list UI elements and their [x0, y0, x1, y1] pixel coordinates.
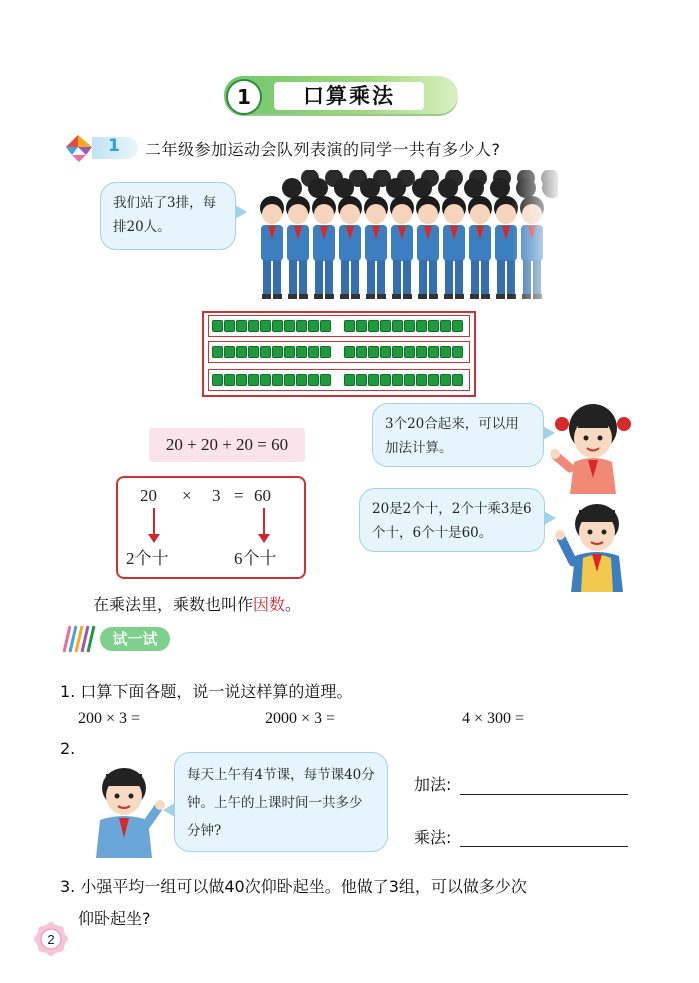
times-sign: ×	[182, 486, 192, 505]
unit-cube	[236, 374, 247, 386]
unit-cube	[248, 374, 259, 386]
cube-row	[208, 315, 470, 337]
unit-cube	[428, 320, 439, 332]
cube-row	[208, 341, 470, 363]
unit-cube	[272, 374, 283, 386]
unit-cube	[260, 374, 271, 386]
calc-item-1: 200 × 3 =	[78, 710, 141, 727]
unit-cube	[296, 320, 307, 332]
unit-cube	[356, 320, 367, 332]
factor-one: 20	[140, 486, 157, 505]
unit-cube	[212, 320, 223, 332]
note-suffix: 。	[285, 595, 302, 614]
page-number-badge	[34, 922, 68, 956]
unit-cube	[428, 346, 439, 358]
unit-cube	[284, 320, 295, 332]
unit-cube	[308, 374, 319, 386]
equals-sign: =	[234, 486, 244, 505]
unit-cube	[260, 320, 271, 332]
students-speech-bubble: 我们站了3排，每排20人。	[100, 182, 236, 250]
down-arrow-icon	[254, 508, 274, 544]
lesson-time-speech-bubble: 每天上午有4节课，每节课40分钟。上午的上课时间一共多少分钟?	[174, 752, 388, 852]
unit-cube	[260, 346, 271, 358]
multiplication-box	[116, 476, 306, 579]
ten-cube-group	[344, 374, 466, 386]
lesson-number: 1	[226, 79, 262, 115]
unit-cube	[248, 320, 259, 332]
ten-cube-group	[344, 346, 466, 358]
multiplication-label: 乘法:	[414, 828, 452, 847]
unit-cube	[452, 320, 463, 332]
factor-definition-note	[93, 592, 301, 615]
ten-cube-group	[344, 320, 466, 332]
unit-cube	[368, 374, 379, 386]
unit-cube	[308, 346, 319, 358]
ten-cube-group	[212, 374, 334, 386]
unit-cube	[440, 320, 451, 332]
unit-cube	[380, 374, 391, 386]
note-prefix: 在乘法里，乘数也叫作	[93, 595, 254, 614]
example-question: 二年级参加运动会队列表演的同学一共有多少人?	[145, 140, 501, 159]
boy-illustration	[551, 498, 641, 592]
cube-row	[208, 369, 470, 391]
calc-item-2: 2000 × 3 =	[265, 710, 336, 727]
unit-cube	[236, 320, 247, 332]
unit-cube	[344, 346, 355, 358]
students-formation-illustration	[250, 170, 558, 305]
six-tens-note: 6个十	[234, 549, 277, 568]
unit-cube	[224, 346, 235, 358]
page-number: 2	[47, 932, 55, 947]
unit-cube	[344, 374, 355, 386]
unit-cube	[212, 374, 223, 386]
unit-cube	[248, 346, 259, 358]
product: 60	[254, 486, 271, 505]
unit-cube	[284, 374, 295, 386]
unit-cube	[296, 346, 307, 358]
unit-cube	[416, 346, 427, 358]
unit-cube	[212, 346, 223, 358]
multiplication-answer-line[interactable]	[460, 846, 628, 847]
unit-cube	[416, 320, 427, 332]
unit-cube	[356, 346, 367, 358]
unit-cube	[404, 346, 415, 358]
note-term: 因数	[253, 595, 286, 614]
unit-cube	[380, 320, 391, 332]
unit-cube	[380, 346, 391, 358]
lesson-title: 口算乘法	[274, 82, 424, 110]
unit-cube	[320, 374, 331, 386]
unit-cube	[284, 346, 295, 358]
unit-cube	[392, 346, 403, 358]
unit-cube	[272, 320, 283, 332]
unit-cube	[272, 346, 283, 358]
down-arrow-icon	[144, 508, 164, 544]
unit-cube	[452, 346, 463, 358]
unit-cube	[416, 374, 427, 386]
tangram-icon	[64, 133, 94, 163]
unit-cube	[428, 374, 439, 386]
unit-cube	[452, 374, 463, 386]
cubes-model-box	[202, 311, 476, 397]
unit-cube	[224, 320, 235, 332]
unit-cube	[224, 374, 235, 386]
ten-cube-group	[212, 320, 334, 332]
try-it-label: 试一试	[100, 627, 170, 651]
factor-two: 3	[212, 486, 221, 505]
unit-cube	[236, 346, 247, 358]
unit-cube	[392, 374, 403, 386]
addition-equation: 20 + 20 + 20 = 60	[149, 428, 305, 462]
unit-cube	[368, 346, 379, 358]
unit-cube	[404, 374, 415, 386]
unit-cube	[404, 320, 415, 332]
question-two-number: 2.	[60, 739, 76, 758]
unit-cube	[392, 320, 403, 332]
question-one: 1. 口算下面各题，说一说这样算的道理。	[60, 682, 353, 701]
unit-cube	[296, 374, 307, 386]
question-three-line1: 3. 小强平均一组可以做40次仰卧起坐。他做了3组，可以做多少次	[60, 877, 527, 896]
unit-cube	[320, 346, 331, 358]
unit-cube	[440, 374, 451, 386]
example-number: 1	[108, 136, 120, 156]
ten-cube-group	[212, 346, 334, 358]
unit-cube	[440, 346, 451, 358]
unit-cube	[356, 374, 367, 386]
girl-speech-bubble: 3个20合起来，可以用加法计算。	[372, 403, 544, 467]
boy-speech-bubble: 20是2个十，2个十乘3是6个十，6个十是60。	[359, 488, 545, 552]
two-tens-note: 2个十	[126, 549, 169, 568]
boy-pointing-illustration	[82, 762, 172, 858]
question-three-line2: 仰卧起坐?	[78, 909, 151, 928]
unit-cube	[368, 320, 379, 332]
unit-cube	[344, 320, 355, 332]
calc-item-3: 4 × 300 =	[462, 710, 525, 727]
girl-illustration	[548, 398, 638, 494]
unit-cube	[320, 320, 331, 332]
addition-label: 加法:	[414, 775, 452, 794]
addition-answer-line[interactable]	[460, 794, 628, 795]
unit-cube	[308, 320, 319, 332]
